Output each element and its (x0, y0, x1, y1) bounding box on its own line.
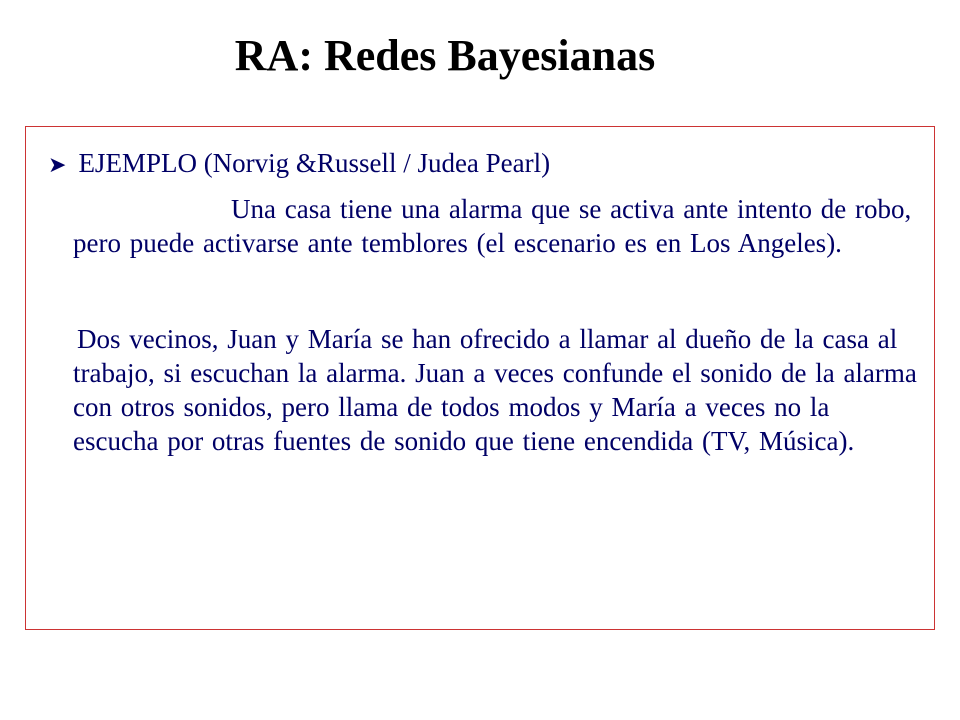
bullet-heading: EJEMPLO (Norvig &Russell / Judea Pearl) (78, 148, 551, 178)
bullet-item (48, 147, 550, 181)
paragraph-1: Una casa tiene una alarma que se activa ante intento de robo, pero puede activarse ante temblores (el escenario es en Los Angeles). (73, 194, 912, 258)
content-box (25, 126, 935, 630)
arrow-right-icon: ➤ (48, 152, 67, 177)
paragraph-2: Dos vecinos, Juan y María se han ofrecido a llamar al dueño de la casa al trabajo, si escuchan la alarma. Juan a veces confunde el sonido de la alarma con otros sonidos, pero llama de todos modos y María a veces no la escucha por otras fuentes de sonido que tiene encendida (TV, Música). (73, 324, 917, 456)
slide-title: RA: Redes Bayesianas (234, 31, 656, 80)
